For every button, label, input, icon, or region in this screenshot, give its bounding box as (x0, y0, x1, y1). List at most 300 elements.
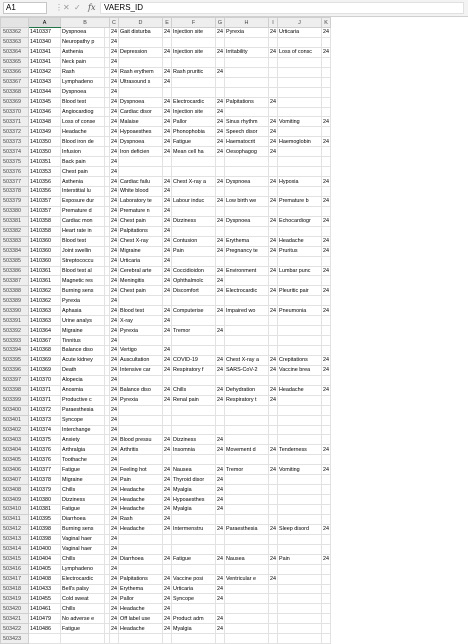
row-header[interactable]: 503375 (1, 157, 29, 167)
row-header[interactable]: 503385 (1, 256, 29, 266)
row-header[interactable]: 503368 (1, 87, 29, 97)
cell[interactable]: Streptococcu (61, 256, 105, 266)
cell[interactable] (322, 455, 331, 465)
cell[interactable]: 24 (111, 258, 117, 265)
cell[interactable]: 24 (164, 277, 170, 284)
cell[interactable] (225, 624, 269, 634)
cell[interactable]: 24 (270, 248, 276, 255)
cell[interactable]: Irritability (225, 47, 269, 57)
cell[interactable]: 24 (270, 218, 276, 225)
cell[interactable]: 24 (270, 446, 276, 453)
cell[interactable]: Paraesthesia (61, 405, 105, 415)
cell[interactable] (278, 415, 322, 425)
cell[interactable]: 24 (111, 486, 117, 493)
cell[interactable]: 24 (323, 248, 329, 255)
cell[interactable]: 24 (217, 625, 223, 632)
cell[interactable]: Dyspnoea (225, 216, 269, 226)
cell[interactable] (163, 415, 172, 425)
cell[interactable]: Fatigue (61, 624, 105, 634)
cell[interactable] (216, 534, 225, 544)
cell[interactable] (322, 395, 331, 405)
cell[interactable] (163, 564, 172, 574)
cell[interactable]: 24 (111, 327, 117, 334)
cell[interactable]: 24 (111, 625, 117, 632)
cell[interactable]: Acute kidney (61, 355, 105, 365)
cell[interactable]: 24 (111, 347, 117, 354)
row-header[interactable]: 503373 (1, 137, 29, 147)
cell[interactable]: 1410374 (29, 425, 61, 435)
cell[interactable]: 24 (164, 178, 170, 185)
cell[interactable]: 24 (111, 178, 117, 185)
cell[interactable]: 24 (217, 436, 223, 443)
cell[interactable] (225, 435, 269, 445)
cell[interactable]: Depression (119, 47, 163, 57)
cell[interactable]: 24 (164, 397, 170, 404)
row-header[interactable]: 503366 (1, 67, 29, 77)
cell[interactable] (163, 544, 172, 554)
cell[interactable]: 1410345 (29, 97, 61, 107)
cell[interactable] (163, 57, 172, 67)
cell[interactable]: Pyrexia (119, 326, 163, 336)
cell[interactable] (225, 187, 269, 197)
cell[interactable] (278, 475, 322, 485)
cell[interactable]: Urticaria (172, 584, 216, 594)
cell[interactable]: Intensive car (119, 365, 163, 375)
cell[interactable]: Iron deficien (119, 147, 163, 157)
cell[interactable]: 24 (111, 436, 117, 443)
cell[interactable]: 24 (111, 29, 117, 36)
row-header[interactable]: 503406 (1, 465, 29, 475)
cell[interactable]: 24 (323, 367, 329, 374)
cell[interactable]: Pneumonia (278, 306, 322, 316)
cell[interactable]: Pain (278, 554, 322, 564)
cell[interactable] (269, 584, 278, 594)
cell[interactable] (172, 316, 216, 326)
cell[interactable]: COVID-19 (172, 355, 216, 365)
cell[interactable] (225, 37, 269, 47)
cell[interactable]: Chest pain (119, 216, 163, 226)
cell[interactable]: Dyspnoea (119, 97, 163, 107)
cell[interactable] (225, 425, 269, 435)
cell[interactable]: 1410358 (29, 216, 61, 226)
cell[interactable]: 1410344 (29, 87, 61, 97)
cell[interactable]: 24 (164, 595, 170, 602)
cell[interactable]: Blood test (61, 97, 105, 107)
row-header[interactable]: 503389 (1, 296, 29, 306)
cell[interactable]: 1410356 (29, 187, 61, 197)
cell[interactable]: 24 (111, 337, 117, 344)
cell[interactable]: 24 (270, 238, 276, 245)
cell[interactable]: 24 (111, 576, 117, 583)
cell[interactable] (216, 157, 225, 167)
cell[interactable] (278, 495, 322, 505)
cell[interactable]: 24 (217, 178, 223, 185)
cell[interactable] (172, 375, 216, 385)
cell[interactable] (172, 514, 216, 524)
cell[interactable]: 24 (111, 407, 117, 414)
cell[interactable]: Pyrexia (225, 28, 269, 38)
cell[interactable] (172, 634, 216, 644)
cell[interactable] (110, 634, 119, 644)
cell[interactable]: Migraine (119, 246, 163, 256)
cell[interactable] (216, 57, 225, 67)
cell[interactable] (322, 167, 331, 177)
cell[interactable] (163, 37, 172, 47)
cell[interactable]: Blood test al (61, 266, 105, 276)
cell[interactable] (225, 346, 269, 356)
cell[interactable]: 24 (164, 238, 170, 245)
cell[interactable] (322, 97, 331, 107)
row-header[interactable]: 503394 (1, 346, 29, 356)
row-header[interactable]: 503422 (1, 624, 29, 634)
cell[interactable]: 1410367 (29, 336, 61, 346)
cell[interactable]: Ultrasound s (119, 77, 163, 87)
cell[interactable]: 24 (111, 307, 117, 314)
cell[interactable]: 1410362 (29, 296, 61, 306)
cell[interactable] (269, 157, 278, 167)
cell[interactable]: 24 (217, 218, 223, 225)
cell[interactable]: Pregnancy te (225, 246, 269, 256)
cell[interactable]: 24 (217, 327, 223, 334)
cell[interactable]: Rash erythem (119, 67, 163, 77)
cell[interactable]: Erythema (119, 584, 163, 594)
row-header[interactable]: 503378 (1, 187, 29, 197)
row-header[interactable]: 503393 (1, 336, 29, 346)
cell[interactable]: Chest pain (119, 286, 163, 296)
cell[interactable] (172, 206, 216, 216)
cell[interactable] (322, 107, 331, 117)
cell[interactable] (269, 485, 278, 495)
cell[interactable]: Migraine (61, 326, 105, 336)
cell[interactable]: 24 (270, 29, 276, 36)
cell[interactable]: 24 (111, 277, 117, 284)
cell[interactable]: 1410346 (29, 107, 61, 117)
cell[interactable]: Cerebral arte (119, 266, 163, 276)
cell[interactable] (172, 57, 216, 67)
cell[interactable]: 24 (164, 267, 170, 274)
cell[interactable]: 24 (217, 49, 223, 56)
cell[interactable]: 24 (111, 446, 117, 453)
row-header[interactable]: 503416 (1, 564, 29, 574)
cell[interactable]: X-ray (119, 316, 163, 326)
cell[interactable]: 24 (323, 307, 329, 314)
cell[interactable] (225, 604, 269, 614)
cell[interactable]: 1410357 (29, 206, 61, 216)
cell[interactable]: 24 (164, 605, 170, 612)
cell[interactable] (269, 346, 278, 356)
cell[interactable]: Electrocardic (172, 97, 216, 107)
cell[interactable]: Blood iron de (61, 137, 105, 147)
cell[interactable] (278, 435, 322, 445)
cell[interactable] (269, 534, 278, 544)
cell[interactable] (322, 544, 331, 554)
cell[interactable] (322, 187, 331, 197)
cell[interactable]: Infusion (61, 147, 105, 157)
cell[interactable]: Nausea (172, 465, 216, 475)
cell[interactable]: 1410360 (29, 236, 61, 246)
cell[interactable]: Dyspnoea (225, 177, 269, 187)
cell[interactable]: 1410372 (29, 405, 61, 415)
cell[interactable]: 24 (164, 148, 170, 155)
cell[interactable]: 24 (217, 69, 223, 76)
cell[interactable]: 24 (164, 317, 170, 324)
column-header-a[interactable]: A (29, 18, 61, 28)
cell[interactable]: 1410398 (29, 524, 61, 534)
cell[interactable]: 24 (111, 456, 117, 463)
cell[interactable] (278, 276, 322, 286)
cell[interactable]: 24 (270, 307, 276, 314)
row-header[interactable]: 503379 (1, 196, 29, 206)
cell[interactable]: Renal pain (172, 395, 216, 405)
cell[interactable] (172, 405, 216, 415)
cell[interactable]: Palpitations (119, 226, 163, 236)
cell[interactable]: 24 (111, 536, 117, 543)
cell[interactable]: 24 (111, 506, 117, 513)
cell[interactable] (172, 187, 216, 197)
cell[interactable] (269, 256, 278, 266)
cell[interactable]: Loss of consc (278, 47, 322, 57)
cell[interactable]: 24 (270, 118, 276, 125)
cell[interactable] (278, 77, 322, 87)
cell[interactable]: 1410360 (29, 256, 61, 266)
cell[interactable]: Cardiac disor (119, 107, 163, 117)
cell[interactable]: Gait disturba (119, 28, 163, 38)
row-header[interactable]: 503410 (1, 505, 29, 515)
cell[interactable]: 24 (111, 208, 117, 215)
cell[interactable]: Lumbar punc (278, 266, 322, 276)
cell[interactable]: 1410369 (29, 355, 61, 365)
row-header[interactable]: 503376 (1, 167, 29, 177)
cell[interactable]: Lymphadeno (61, 77, 105, 87)
cell[interactable]: 24 (323, 238, 329, 245)
cell[interactable]: Pain (172, 246, 216, 256)
cell[interactable]: 24 (270, 148, 276, 155)
cell[interactable]: Headache (119, 624, 163, 634)
cell[interactable]: 24 (217, 486, 223, 493)
cell[interactable]: 24 (270, 556, 276, 563)
cell[interactable] (216, 375, 225, 385)
cell[interactable]: 1410377 (29, 465, 61, 475)
cell[interactable]: Vomiting (278, 117, 322, 127)
cell[interactable]: 24 (323, 387, 329, 394)
cell[interactable]: Urticaria (278, 28, 322, 38)
cell[interactable]: 24 (217, 476, 223, 483)
cell[interactable]: 24 (164, 516, 170, 523)
row-header[interactable]: 503399 (1, 395, 29, 405)
cell[interactable]: Anosmia (61, 385, 105, 395)
row-header[interactable]: 503381 (1, 216, 29, 226)
row-header[interactable]: 503374 (1, 147, 29, 157)
cell[interactable] (225, 455, 269, 465)
cell[interactable]: 24 (164, 128, 170, 135)
row-header[interactable]: 503402 (1, 425, 29, 435)
cell[interactable]: 24 (164, 625, 170, 632)
cell[interactable]: 24 (164, 198, 170, 205)
cell[interactable]: Product adm (172, 614, 216, 624)
cell[interactable]: Sinus rhythm (225, 117, 269, 127)
cell[interactable] (269, 415, 278, 425)
cell[interactable]: 1410362 (29, 286, 61, 296)
cell[interactable] (225, 336, 269, 346)
cell[interactable]: 24 (111, 377, 117, 384)
cell[interactable]: 24 (164, 556, 170, 563)
cell[interactable] (61, 634, 105, 644)
cell[interactable]: Phonophobia (172, 127, 216, 137)
cell[interactable] (163, 336, 172, 346)
cell[interactable] (278, 226, 322, 236)
cell[interactable] (322, 87, 331, 97)
cell[interactable]: Tinnitus (61, 336, 105, 346)
cell[interactable] (172, 87, 216, 97)
row-header[interactable]: 503363 (1, 37, 29, 47)
cell[interactable]: Dyspnoea (119, 137, 163, 147)
row-header[interactable]: 503415 (1, 554, 29, 564)
cell[interactable]: Neuropathy p (61, 37, 105, 47)
cell[interactable]: 24 (164, 138, 170, 145)
cell[interactable]: 24 (217, 148, 223, 155)
cell[interactable] (163, 157, 172, 167)
cell[interactable] (269, 67, 278, 77)
column-header-e[interactable]: E (163, 18, 172, 28)
cell[interactable]: 1410343 (29, 77, 61, 87)
column-header-k[interactable]: K (322, 18, 331, 28)
select-all-corner[interactable] (1, 18, 29, 28)
cell[interactable]: 24 (111, 267, 117, 274)
cell[interactable] (278, 97, 322, 107)
cell[interactable]: 24 (217, 277, 223, 284)
cell[interactable] (269, 316, 278, 326)
cell[interactable]: 24 (217, 198, 223, 205)
cell[interactable]: 1410363 (29, 316, 61, 326)
cell[interactable] (278, 624, 322, 634)
cell[interactable]: Dizziness (172, 435, 216, 445)
column-header-j[interactable]: J (278, 18, 322, 28)
cell[interactable] (216, 346, 225, 356)
cell[interactable]: 1410358 (29, 226, 61, 236)
row-header[interactable]: 503372 (1, 127, 29, 137)
cell[interactable]: 1410371 (29, 395, 61, 405)
cell[interactable] (269, 514, 278, 524)
cell[interactable]: Toothache (61, 455, 105, 465)
cell[interactable]: 24 (270, 526, 276, 533)
cell[interactable]: 1410395 (29, 514, 61, 524)
cell[interactable]: 24 (111, 99, 117, 106)
cell[interactable]: 24 (323, 198, 329, 205)
row-header[interactable]: 503367 (1, 77, 29, 87)
cell[interactable]: Headache (278, 385, 322, 395)
cell[interactable] (216, 187, 225, 197)
cell[interactable] (172, 256, 216, 266)
cell[interactable]: 24 (111, 287, 117, 294)
cell[interactable]: Bell's palsy (61, 584, 105, 594)
cell[interactable]: Premature n (119, 206, 163, 216)
formula-input[interactable]: VAERS_ID (100, 2, 464, 14)
cell[interactable]: 24 (111, 426, 117, 433)
cell[interactable]: Asthenia (61, 47, 105, 57)
cell[interactable] (322, 206, 331, 216)
cell[interactable] (163, 167, 172, 177)
cell[interactable]: No adverse e (61, 614, 105, 624)
cell[interactable]: Meningitis (119, 276, 163, 286)
cell[interactable]: 24 (217, 118, 223, 125)
cell[interactable]: 24 (217, 128, 223, 135)
cell[interactable]: 24 (164, 615, 170, 622)
cell[interactable] (322, 534, 331, 544)
cell[interactable]: 24 (217, 138, 223, 145)
cell[interactable] (322, 495, 331, 505)
cell[interactable] (278, 157, 322, 167)
row-header[interactable]: 503413 (1, 534, 29, 544)
cell[interactable]: 24 (217, 576, 223, 583)
cell[interactable]: Dyspnoea (61, 87, 105, 97)
cell[interactable]: 24 (217, 466, 223, 473)
column-header-b[interactable]: B (61, 18, 110, 28)
cell[interactable] (322, 614, 331, 624)
cell[interactable]: Haemoglobin (278, 137, 322, 147)
row-header[interactable]: 503384 (1, 246, 29, 256)
enter-icon[interactable]: ✓ (74, 3, 81, 12)
cell[interactable]: 24 (111, 526, 117, 533)
cell[interactable]: Insomnia (172, 445, 216, 455)
cell[interactable] (119, 415, 163, 425)
cell[interactable]: Thyroid disor (172, 475, 216, 485)
row-header[interactable]: 503418 (1, 584, 29, 594)
row-header[interactable]: 503405 (1, 455, 29, 465)
cell[interactable] (278, 594, 322, 604)
cell[interactable]: Chills (172, 385, 216, 395)
cell[interactable]: Chills (61, 485, 105, 495)
cell[interactable] (269, 326, 278, 336)
cell[interactable]: 24 (323, 526, 329, 533)
cell[interactable] (322, 67, 331, 77)
cell[interactable]: 24 (217, 367, 223, 374)
cell[interactable]: 24 (111, 585, 117, 592)
cell[interactable] (172, 296, 216, 306)
cell[interactable]: Balance diso (61, 346, 105, 356)
cell[interactable]: Neck pain (61, 57, 105, 67)
cell[interactable] (322, 37, 331, 47)
cell[interactable]: 24 (111, 466, 117, 473)
cell[interactable] (322, 485, 331, 495)
cell[interactable] (322, 634, 331, 644)
cell[interactable]: Chest X-ray a (172, 177, 216, 187)
cell[interactable]: 1410381 (29, 505, 61, 515)
cell[interactable] (278, 634, 322, 644)
cell[interactable] (322, 604, 331, 614)
cell[interactable]: 24 (111, 595, 117, 602)
cell[interactable]: Fatigue (172, 554, 216, 564)
cell[interactable]: 24 (270, 198, 276, 205)
row-header[interactable]: 503407 (1, 475, 29, 485)
cell[interactable]: 1410479 (29, 614, 61, 624)
cell[interactable] (225, 326, 269, 336)
cell[interactable]: Blood pressu (119, 435, 163, 445)
cell[interactable]: 24 (217, 238, 223, 245)
cell[interactable] (225, 206, 269, 216)
cell[interactable]: Rash (119, 514, 163, 524)
cell[interactable]: Vertigo (119, 346, 163, 356)
cell[interactable]: Coccidioidon (172, 266, 216, 276)
cell[interactable] (172, 157, 216, 167)
column-header-g[interactable]: G (216, 18, 225, 28)
cell[interactable]: 24 (323, 466, 329, 473)
cell[interactable] (322, 157, 331, 167)
cell[interactable]: Heart rate in (61, 226, 105, 236)
cell[interactable]: Alopecia (61, 375, 105, 385)
cell[interactable]: 24 (217, 595, 223, 602)
cell[interactable]: 1410380 (29, 495, 61, 505)
cell[interactable] (216, 296, 225, 306)
